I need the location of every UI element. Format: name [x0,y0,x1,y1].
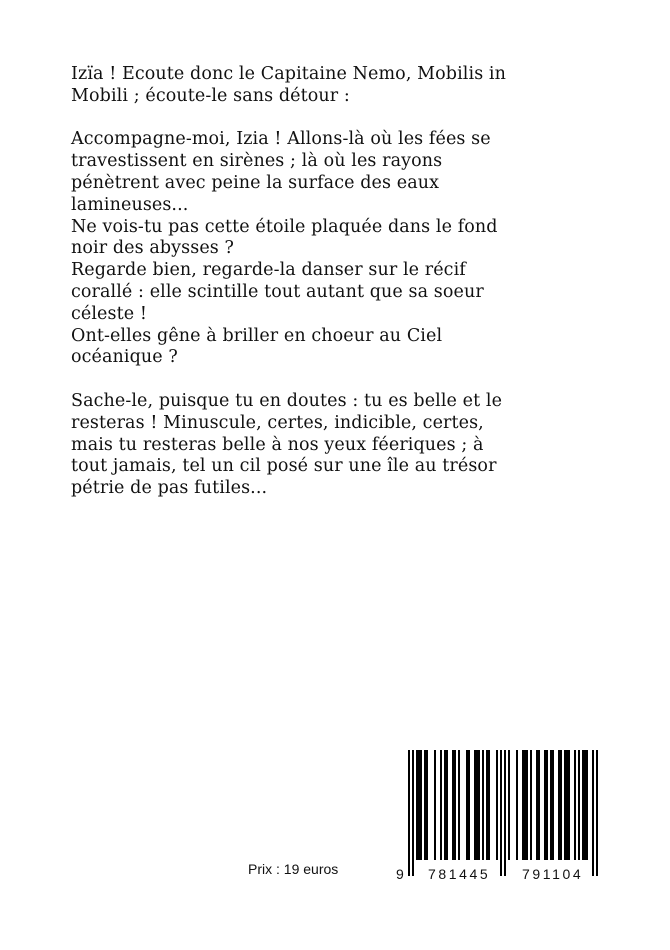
barcode-left-group: 781445 [428,866,491,882]
text-line: noir des abysses ? [71,238,234,259]
text-line: pénètrent avec peine la surface des eaux [71,172,440,193]
text-line: lamineuses... [71,194,189,215]
barcode-bar [530,750,532,860]
barcode-bar [416,750,422,860]
text-line: tout jamais, tel un cil posé sur une île au trésor [71,456,497,477]
barcode-bar [486,750,490,860]
paragraph-1 [71,64,611,108]
barcode-bar [444,750,448,860]
text-line: Regarde bien, regarde-la danser sur le récif [71,260,466,281]
barcode-bar [452,750,456,860]
text-line: pétrie de pas futiles... [71,478,268,499]
barcode-guard-bar [408,750,410,876]
barcode-guard-bar [500,750,502,876]
text-line: travestissent en sirènes ; là où les rayons [71,151,443,172]
barcode-bar [424,750,428,860]
text-line: Accompagne-moi, Izia ! Allons-là où les fées se [71,129,491,150]
text-line: Ont-elles gêne à briller en choeur au Ciel [71,325,443,346]
barcode-bar [482,750,484,860]
barcode-bar [440,750,442,860]
paragraph-2 [71,129,611,369]
barcode-bar [458,750,460,860]
barcode-bar [474,750,480,860]
price-label: Prix : 19 euros [248,861,339,877]
barcode-guard-bar [592,750,594,876]
barcode-bar [564,750,570,860]
barcode-bar [508,750,510,860]
barcode-bar [516,750,518,860]
text-line: Mobili ; écoute-le sans détour : [71,85,350,106]
barcode-bar [496,750,498,860]
barcode-bar [536,750,540,860]
barcode-bar [466,750,470,860]
barcode-guard-bar [596,750,598,876]
barcode-right-group: 791104 [522,866,584,882]
barcode-bar [574,750,576,860]
isbn-barcode [394,746,610,892]
text-line: Sache-le, puisque tu en doutes : tu es belle et le [71,390,503,411]
barcode-bar [558,750,562,860]
text-line: océanique ? [71,347,178,368]
text-line: resteras ! Minuscule, certes, indicible, certes, [71,412,484,433]
barcode-bar [522,750,528,860]
text-line: mais tu resteras belle à nos yeux féeriques ; à [71,434,484,455]
barcode-bar [582,750,588,860]
barcode-guard-bar [504,750,506,876]
barcode-bar [544,750,548,860]
text-line: céleste ! [71,303,147,324]
barcode-lead-digit: 9 [396,866,407,882]
back-cover-text [71,64,611,522]
paragraph-3 [71,391,611,500]
barcode-bar [578,750,580,860]
barcode-guard-bar [412,750,414,876]
barcode-bar [550,750,554,860]
text-line: Izïa ! Ecoute donc le Capitaine Nemo, Mobilis in [71,64,507,84]
barcode-bar [434,750,436,860]
text-line: Ne vois-tu pas cette étoile plaquée dans le fond [71,216,498,237]
text-line: corallé : elle scintille tout autant que sa soeur [71,281,484,302]
